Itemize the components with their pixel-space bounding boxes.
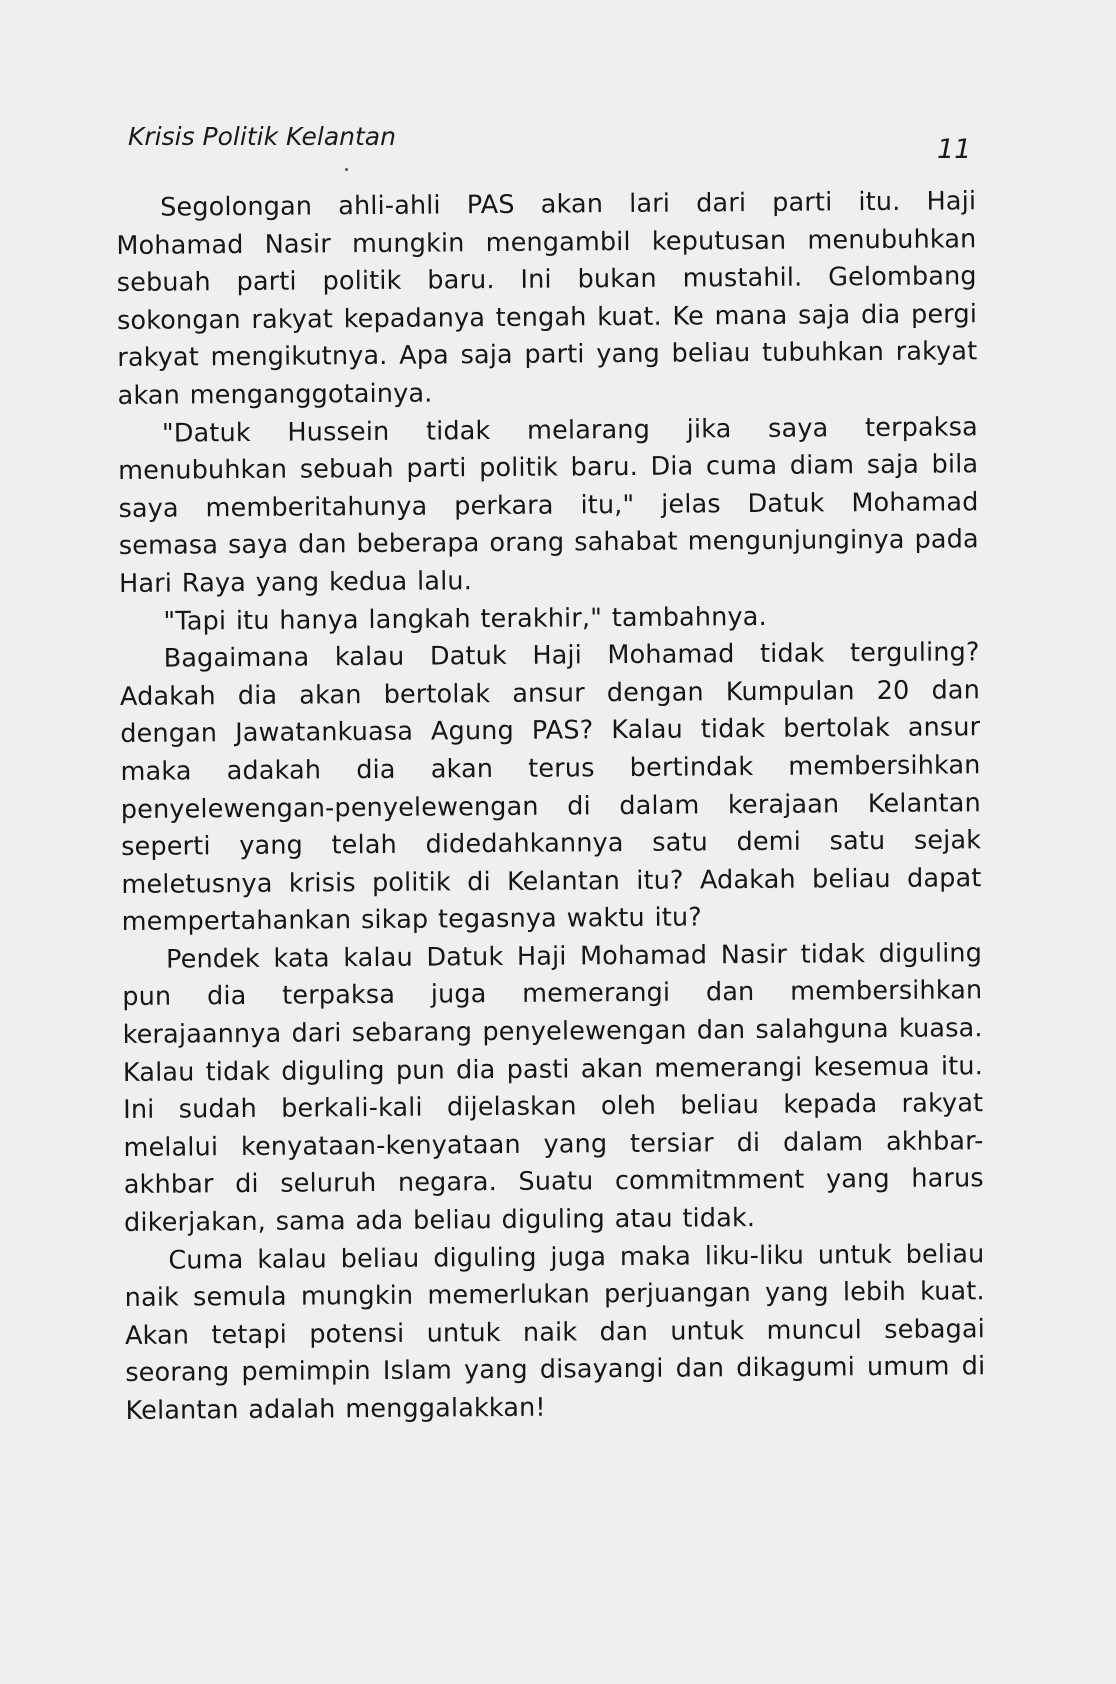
paragraph: Segolongan ahli-ahli PAS akan lari dari parti itu. Haji Mohamad Nasir mungkin mengambil keputusan menubuhkan sebuah parti politik baru. Ini bukan mustahil. Gelombang sokongan rakyat kepadanya tengah kuat. Ke mana saja dia pergi rakyat mengikutnya. Apa saja parti yang beliau tubuhkan rakyat akan menganggotainya. [116,186,978,411]
paragraph: Bagaimana kalau Datuk Haji Mohamad tidak terguling? Adakah dia akan bertolak ansur dengan Kumpulan 20 dan dengan Jawatankuasa Agung PAS? Kalau tidak bertolak ansur maka adakah dia akan terus bertindak membersihkan penyelewengan-penyelewengan di dalam kerajaan Kelantan seperti yang telah didedahkannya satu demi satu sejak meletusnya krisis politik di Kelantan itu? Adakah beliau dapat mempertahankan sikap tegasnya waktu itu? [119,637,982,938]
paragraph: "Datuk Hussein tidak melarang jika saya terpaksa menubuhkan sebuah parti politik baru. Dia cuma diam saja bila saya memberitahunya perkara itu," jelas Datuk Mohamad semasa saya dan beberapa orang sahabat mengunjunginya pada Hari Raya yang kedua lalu. [118,411,979,599]
page-number: 11 [937,134,972,165]
paragraph: Pendek kata kalau Datuk Haji Mohamad Nasir tidak diguling pun dia terpaksa juga memerangi dan membersihkan kerajaannya dari sebarang penyelewengan dan salahguna kuasa. Kalau tidak diguling pun dia pasti akan memerangi kesemua itu. Ini sudah berkali-kali dijelaskan oleh beliau kepada rakyat melalui kenyataan-kenyataan yang tersiar di dalam akhbar-akhbar di seluruh negara. Suatu commitmment yang harus dikerjakan, sama ada beliau diguling atau tidak. [122,938,984,1238]
running-head-title: Krisis Politik Kelantan [128,122,396,151]
paragraph: Cuma kalau beliau diguling juga maka liku-liku untuk beliau naik semula mungkin memerlukan perjuangan yang lebih kuat. Akan tetapi potensi untuk naik dan untuk muncul sebagai seorang pemimpin Islam yang disayangi dan dikagumi umum di Kelantan adalah menggalakkan! [124,1238,986,1426]
paragraph: "Tapi itu hanya langkah terakhir," tambahnya. [163,601,767,637]
ink-speck [345,168,348,171]
body-text [116,183,986,1430]
